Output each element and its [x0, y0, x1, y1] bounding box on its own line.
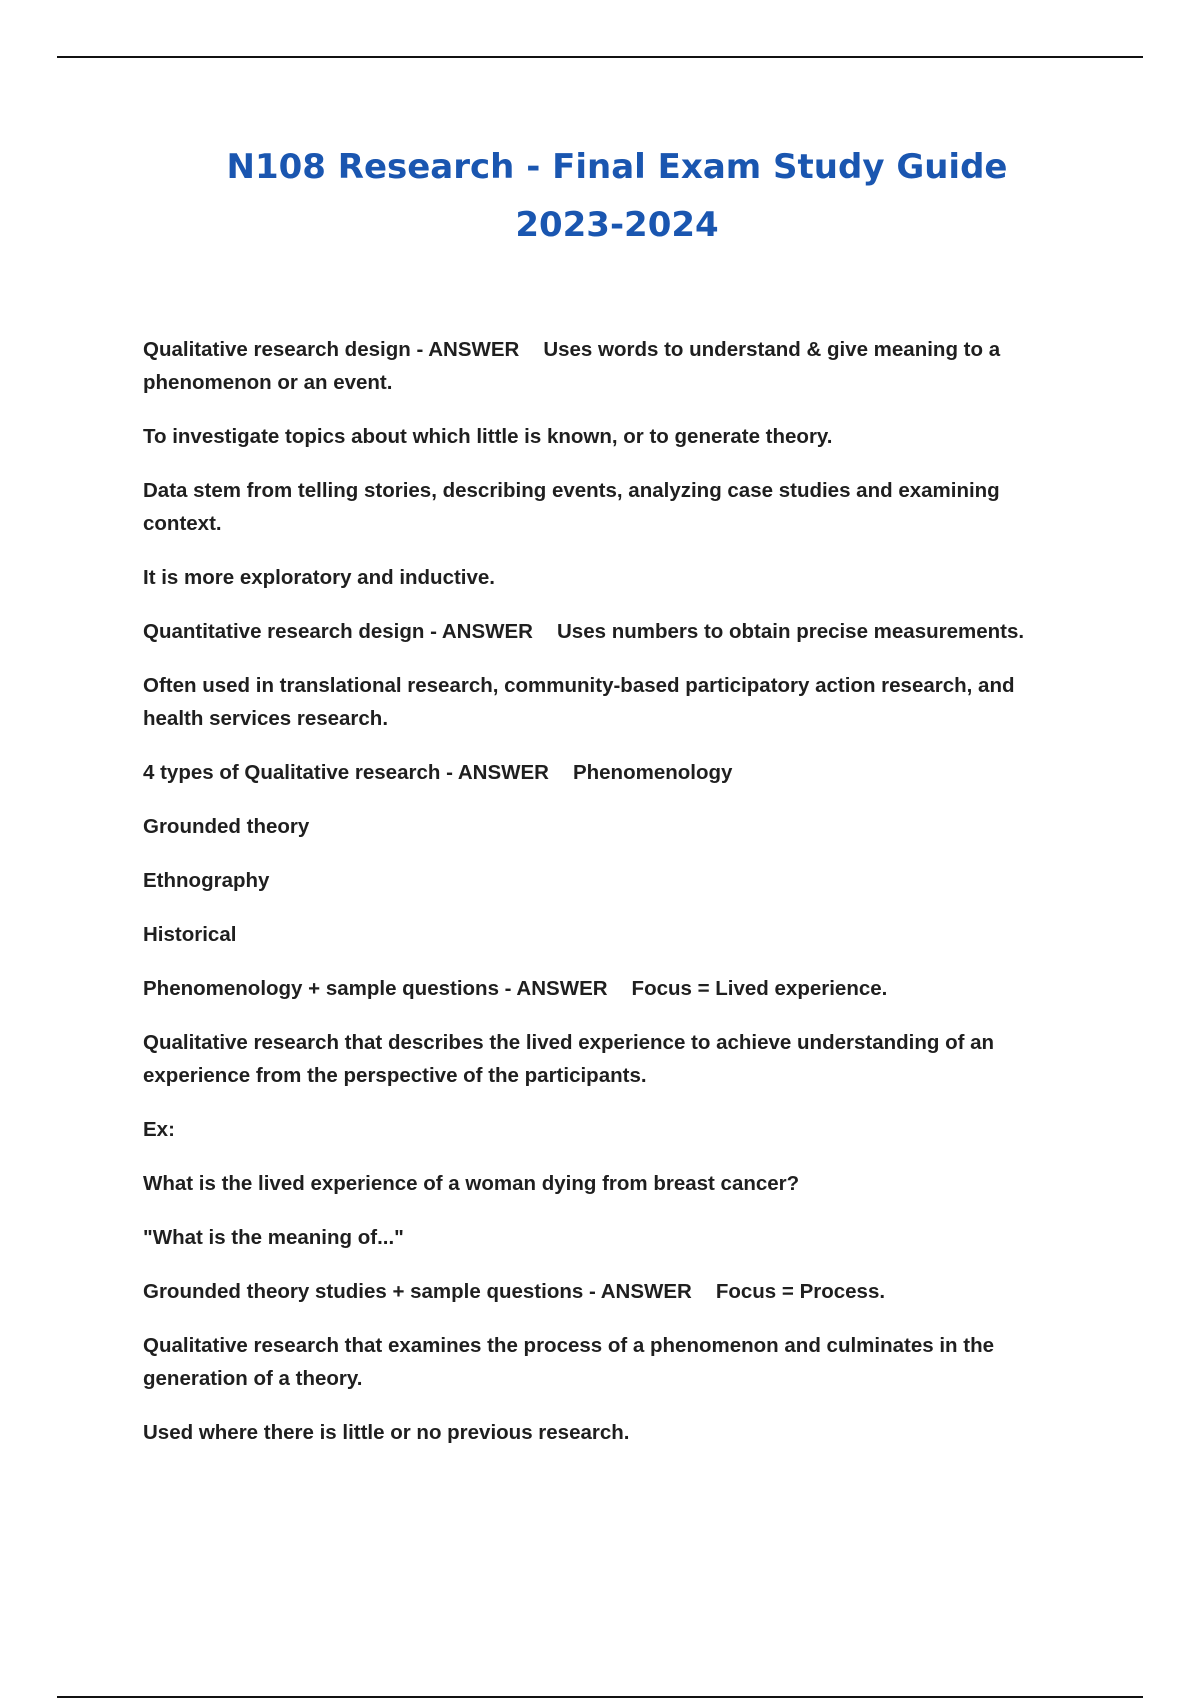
paragraph: To investigate topics about which little is known, or to generate theory.: [143, 425, 833, 448]
paragraph: Qualitative research that examines the process of a phenomenon and culminates in the generation of a theory.: [143, 1334, 994, 1390]
paragraph: "What is the meaning of...": [143, 1226, 404, 1249]
answer: Phenomenology: [572, 761, 733, 784]
paragraph: Historical: [143, 923, 237, 946]
question: Phenomenology + sample questions - ANSWER: [143, 977, 608, 1000]
paragraph: Grounded theory: [143, 815, 310, 838]
answer: Focus = Process.: [715, 1280, 886, 1303]
paragraph: What is the lived experience of a woman dying from breast cancer?: [143, 1172, 800, 1195]
paragraph: Used where there is little or no previous research.: [143, 1421, 630, 1444]
answer: Uses numbers to obtain precise measurements.: [556, 620, 1025, 643]
bottom-rule: [57, 1696, 1143, 1698]
title-line-2: 2023-2024: [515, 205, 719, 245]
qa-paragraph: [143, 1275, 1063, 1308]
qa-paragraph: [143, 333, 1063, 399]
question: Quantitative research design - ANSWER: [143, 620, 533, 643]
question: 4 types of Qualitative research - ANSWER: [143, 761, 549, 784]
document-body: [143, 333, 1063, 1470]
paragraph: Ex:: [143, 1118, 175, 1141]
qa-paragraph: [143, 756, 1063, 789]
top-rule: [57, 56, 1143, 58]
paragraph: It is more exploratory and inductive.: [143, 566, 496, 589]
qa-paragraph: [143, 615, 1063, 648]
qa-paragraph: [143, 972, 1063, 1005]
answer: Uses words to understand & give meaning to a phenomenon or an event.: [143, 338, 1001, 394]
question: Grounded theory studies + sample questions - ANSWER: [143, 1280, 692, 1303]
answer: Focus = Lived experience.: [631, 977, 888, 1000]
question: Qualitative research design - ANSWER: [143, 338, 520, 361]
paragraph: Ethnography: [143, 869, 270, 892]
paragraph: Qualitative research that describes the lived experience to achieve understanding of an experience from the perspective of the participants.: [143, 1031, 995, 1087]
paragraph: Often used in translational research, community-based participatory action research, and health services research.: [143, 674, 1015, 730]
paragraph: Data stem from telling stories, describing events, analyzing case studies and examining context.: [143, 479, 1000, 535]
title-line-1: N108 Research - Final Exam Study Guide: [226, 147, 1008, 187]
document-title: [0, 138, 1200, 254]
